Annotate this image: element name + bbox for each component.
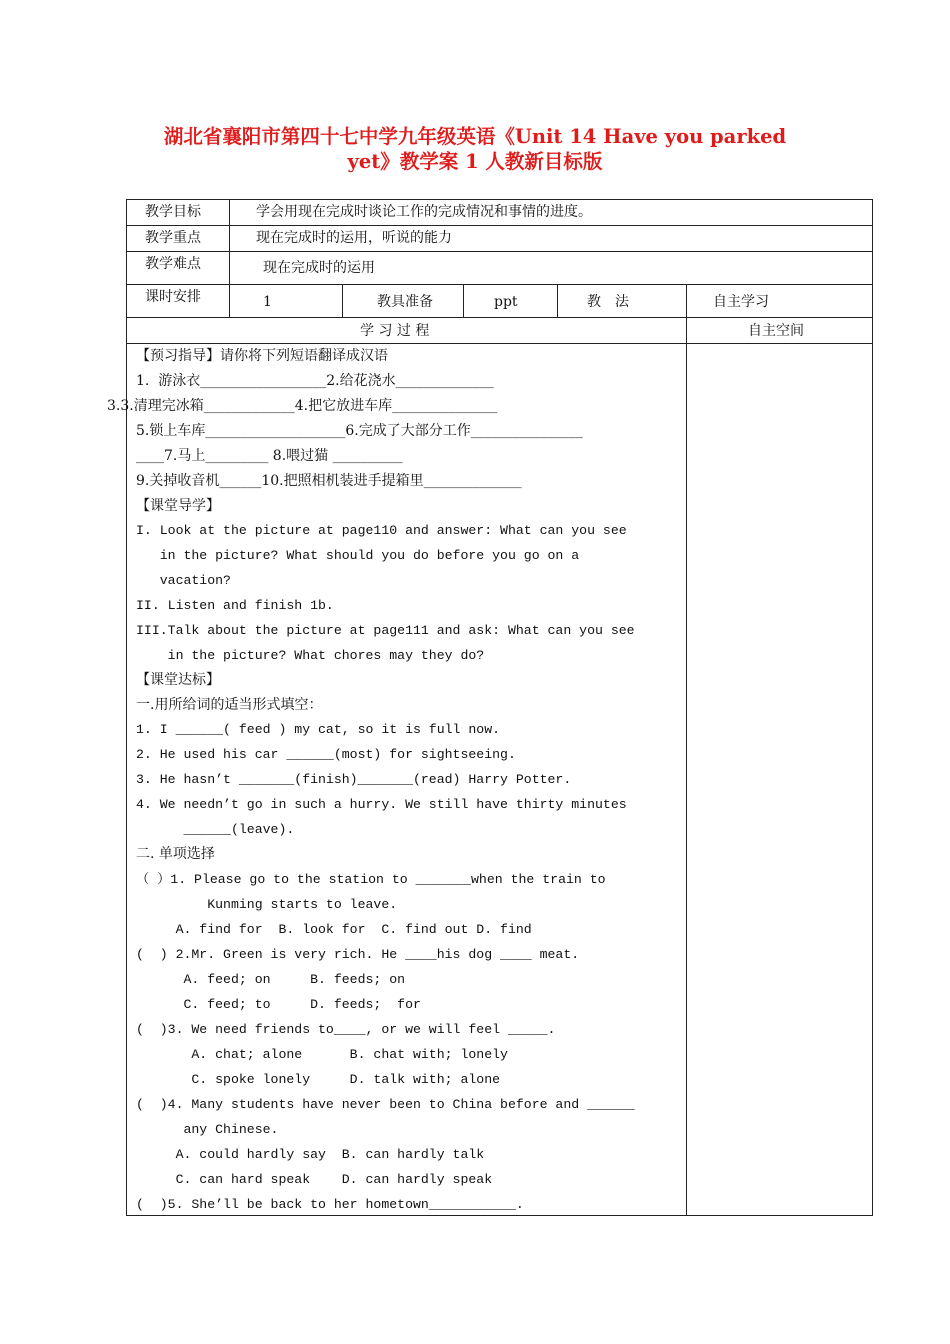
content-line: Kunming starts to leave. <box>136 897 398 912</box>
value-tools: ppt <box>494 294 518 310</box>
label-key-point: 教学重点 <box>145 230 201 246</box>
self-space-header: 自主空间 <box>748 323 804 339</box>
process-header: 学 习 过 程 <box>360 323 430 339</box>
content-line: ( )5. She’ll be back to her hometown___________. <box>136 1197 524 1212</box>
content-line: ____7.马上_________ 8.喂过猫 __________ <box>136 448 403 464</box>
content-line: I. Look at the picture at page110 and answer: What can you see <box>136 523 627 538</box>
content-line: any Chinese. <box>136 1122 279 1137</box>
value-key-point: 现在完成时的运用，听说的能力 <box>256 230 452 246</box>
content-line: （ ）1. Please go to the station to _______when the train to <box>136 872 606 887</box>
content-line: A. chat; alone B. chat with; lonely <box>136 1047 508 1062</box>
content-line: in the picture? What chores may they do? <box>136 648 485 663</box>
content-line: 2. He used his car ______(most) for sightseeing. <box>136 747 516 762</box>
value-difficulty: 现在完成时的运用 <box>263 260 375 276</box>
content-line: 5.锁上车库____________________6.完成了大部分工作________________ <box>136 423 583 439</box>
section-class-guide: 【课堂导学】 <box>136 498 220 514</box>
content-line: 1. I ______( feed ) my cat, so it is full now. <box>136 722 501 737</box>
content-line: C. spoke lonely D. talk with; alone <box>136 1072 501 1087</box>
content-line: 二. 单项选择 <box>136 846 215 862</box>
label-difficulty: 教学难点 <box>145 256 201 272</box>
title-line-2: yet》教学案 1 人教新目标版 <box>347 150 603 173</box>
content-line: III.Talk about the picture at page111 and ask: What can you see <box>136 623 635 638</box>
value-method: 自主学习 <box>713 294 769 310</box>
content-line: C. can hard speak D. can hardly speak <box>136 1172 493 1187</box>
content-line: 1. 游泳衣__________________2.给花浇水______________ <box>136 373 494 389</box>
content-line: 3.3.清理完冰箱_____________4.把它放进车库_______________ <box>107 398 498 414</box>
label-tools: 教具准备 <box>377 294 433 310</box>
content-line: 3. He hasn’t _______(finish)_______(read) Harry Potter. <box>136 772 572 787</box>
label-schedule: 课时安排 <box>145 289 201 305</box>
content-line: 9.关掉收音机______10.把照相机装进手提箱里______________ <box>136 473 522 489</box>
content-line: II. Listen and finish 1b. <box>136 598 334 613</box>
content-line: A. feed; on B. feeds; on <box>136 972 406 987</box>
value-schedule: 1 <box>263 294 272 310</box>
content-line: vacation? <box>136 573 231 588</box>
content-line: ______(leave). <box>136 822 295 837</box>
content-line: 一.用所给词的适当形式填空： <box>136 697 323 713</box>
title-line-1: 湖北省襄阳市第四十七中学九年级英语《Unit 14 Have you parked <box>163 125 787 148</box>
content-line: ( )3. We need friends to____, or we will feel _____. <box>136 1022 556 1037</box>
value-teaching-goal: 学会用现在完成时谈论工作的完成情况和事情的进度。 <box>256 204 592 220</box>
content-line: 4. We needn’t go in such a hurry. We still have thirty minutes <box>136 797 627 812</box>
label-method: 教 法 <box>587 294 629 310</box>
content-line: in the picture? What should you do before you go on a <box>136 548 580 563</box>
section-class-target: 【课堂达标】 <box>136 672 220 688</box>
content-line: A. find for B. look for C. find out D. find <box>136 922 532 937</box>
label-teaching-goal: 教学目标 <box>145 204 201 220</box>
section-preview-guide: 【预习指导】请你将下列短语翻译成汉语 <box>136 348 388 364</box>
content-line: A. could hardly say B. can hardly talk <box>136 1147 485 1162</box>
content-line: ( ) 2.Mr. Green is very rich. He ____his dog ____ meat. <box>136 947 580 962</box>
document-title <box>130 124 820 174</box>
content-line: ( )4. Many students have never been to China before and ______ <box>136 1097 635 1112</box>
content-line: C. feed; to D. feeds; for <box>136 997 421 1012</box>
